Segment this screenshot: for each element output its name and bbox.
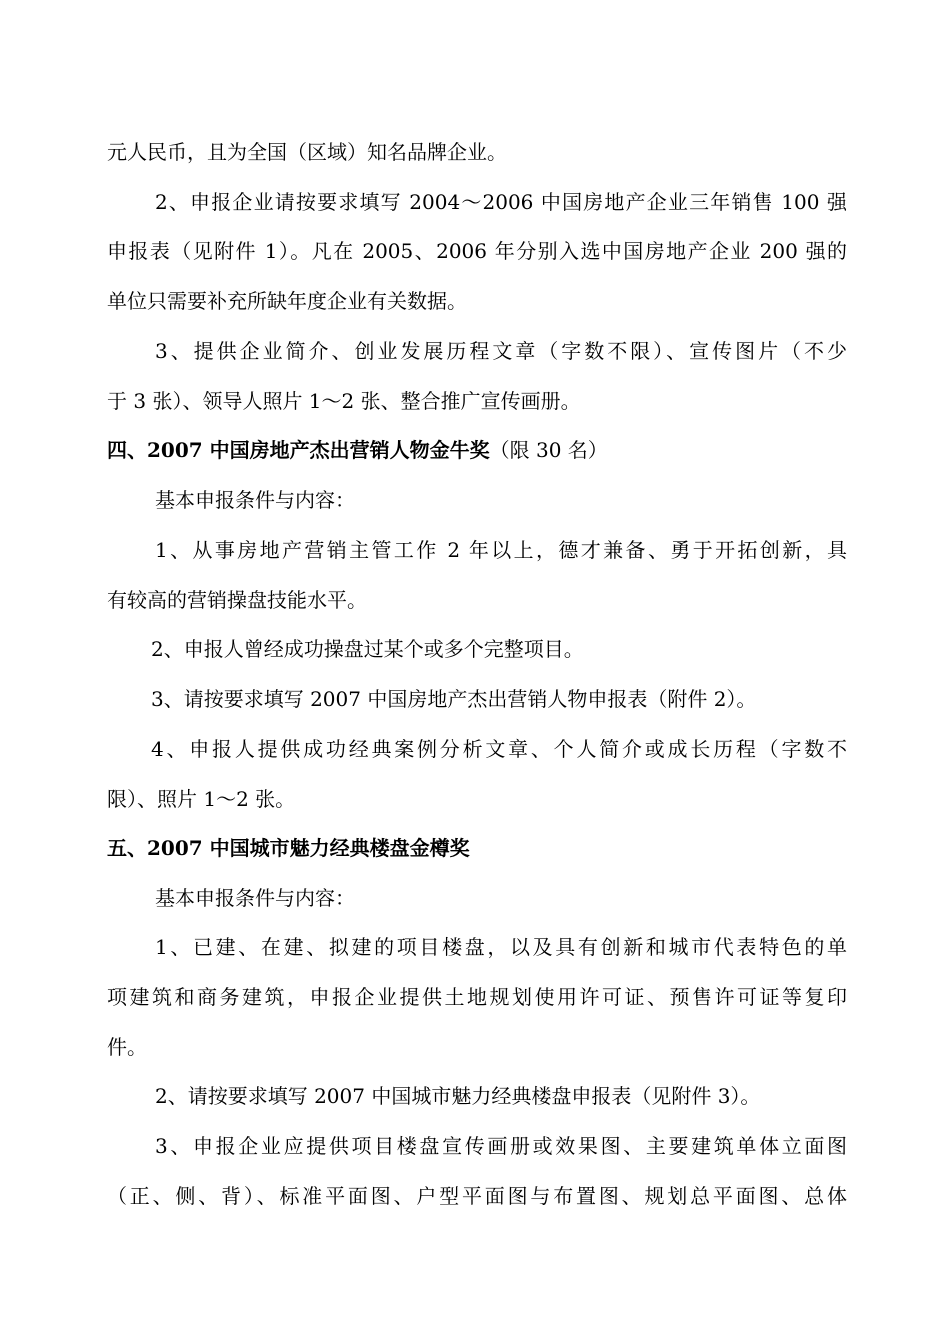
paragraph-line: 2、请按要求填写 2007 中国城市魅力经典楼盘申报表（见附件 3）。 (155, 1084, 761, 1108)
paragraph-line: 项建筑和商务建筑，申报企业提供土地规划使用许可证、预售许可证等复印 (107, 985, 847, 1009)
section-heading-5: 五、2007 中国城市魅力经典楼盘金樽奖 (107, 836, 470, 860)
paragraph-line: 2、申报企业请按要求填写 2004～2006 中国房地产企业三年销售 100 强 (155, 190, 847, 214)
section-heading-4 (107, 437, 847, 463)
section-heading-4-title: 四、2007 中国房地产杰出营销人物金牛奖 (107, 438, 490, 462)
section-heading-4-suffix: （限 30 名） (489, 438, 608, 462)
paragraph-line: 有较高的营销操盘技能水平。 (107, 588, 367, 612)
paragraph-line: 单位只需要补充所缺年度企业有关数据。 (107, 289, 467, 313)
paragraph-line: 限）、照片 1～2 张。 (107, 787, 296, 811)
paragraph-line: 于 3 张）、领导人照片 1～2 张、整合推广宣传画册。 (107, 389, 581, 413)
paragraph-line: 基本申报条件与内容： (155, 886, 355, 910)
paragraph-line: 3、提供企业简介、创业发展历程文章（字数不限）、宣传图片（不少 (155, 339, 847, 363)
paragraph-line: 2、申报人曾经成功操盘过某个或多个完整项目。 (151, 637, 584, 661)
paragraph-line: 1、已建、在建、拟建的项目楼盘，以及具有创新和城市代表特色的单 (155, 935, 847, 959)
paragraph-line: 件。 (107, 1035, 147, 1059)
paragraph-line: 元人民币，且为全国（区域）知名品牌企业。 (107, 140, 507, 164)
paragraph-line: （正、侧、背）、标准平面图、户型平面图与布置图、规划总平面图、总体 (107, 1184, 847, 1208)
paragraph-line: 4、申报人提供成功经典案例分析文章、个人简介或成长历程（字数不 (151, 737, 847, 761)
paragraph-line: 3、请按要求填写 2007 中国房地产杰出营销人物申报表（附件 2）。 (151, 687, 757, 711)
paragraph-line: 基本申报条件与内容： (155, 488, 355, 512)
paragraph-line: 3、申报企业应提供项目楼盘宣传画册或效果图、主要建筑单体立面图 (155, 1134, 847, 1158)
paragraph-line: 1、从事房地产营销主管工作 2 年以上，德才兼备、勇于开拓创新，具 (155, 538, 847, 562)
paragraph-line: 申报表（见附件 1）。凡在 2005、2006 年分别入选中国房地产企业 200 强的 (107, 239, 847, 263)
